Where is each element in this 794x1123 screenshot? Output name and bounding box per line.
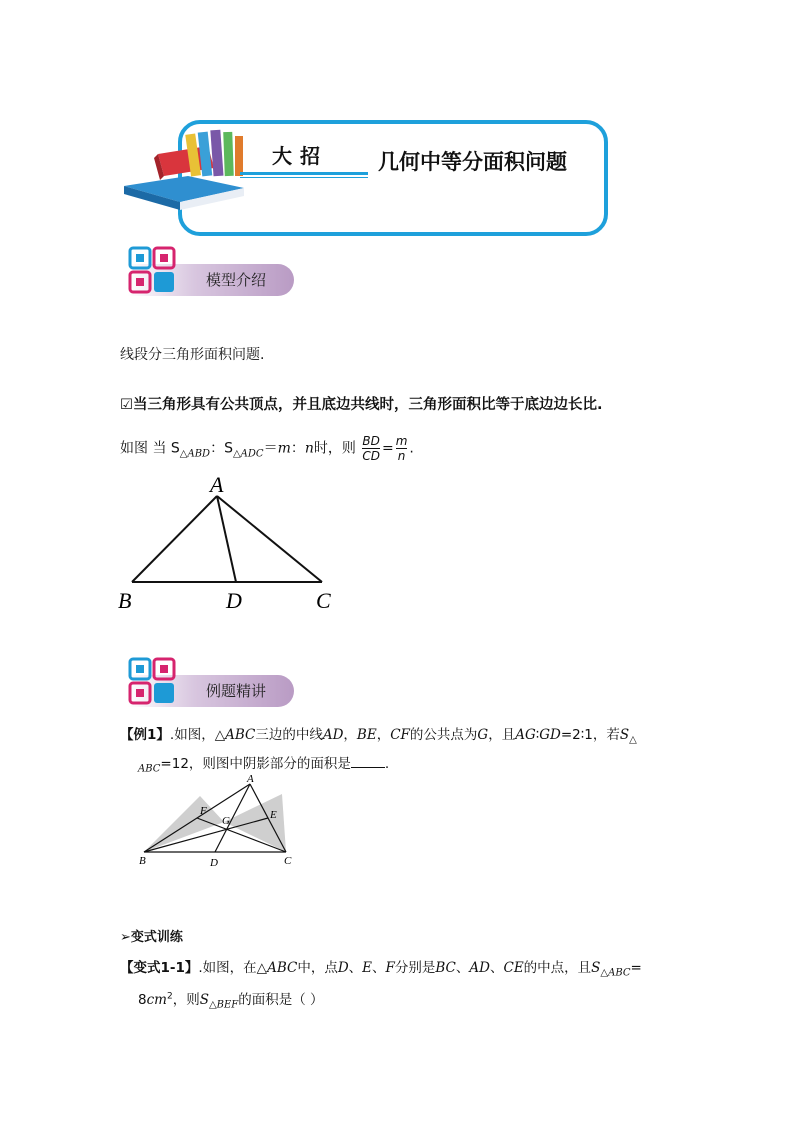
var-g: G: [477, 727, 489, 743]
variant-text: 分别是: [394, 960, 436, 976]
variant-heading: [120, 926, 183, 945]
page-title: 几何中等分面积问题: [378, 150, 567, 174]
grid-squares-icon: [128, 657, 178, 707]
triangle-figure-2: [130, 772, 310, 872]
edge-ab: [132, 496, 217, 582]
shaded-region-right: [224, 794, 286, 852]
label-g: G: [222, 815, 230, 827]
example1-text: ，且: [488, 727, 516, 743]
var-ad: AD: [469, 960, 490, 976]
answer-blank[interactable]: [351, 755, 385, 768]
variant-text: 的中点，且: [523, 960, 592, 976]
header-tag: 大招: [272, 144, 328, 168]
example-formula: [120, 434, 414, 463]
formula-period: .: [409, 440, 414, 457]
var-ad: AD: [322, 727, 344, 743]
comma: ，: [343, 727, 357, 743]
example1-text: =2∶1，若: [560, 727, 620, 743]
label-b: B: [118, 588, 132, 613]
example1-tag: 【例1】: [120, 727, 170, 743]
var-f: F: [385, 960, 395, 976]
period: .: [384, 756, 390, 772]
example1-line1: [120, 723, 637, 746]
fraction2-den: n: [397, 449, 406, 463]
books-icon: [118, 124, 253, 214]
separator: 、: [348, 960, 363, 976]
area-unit: cm: [146, 992, 167, 1008]
var-ag: AG: [515, 727, 536, 743]
checkbox-icon: ☑: [120, 397, 133, 413]
header-underline: [240, 172, 368, 175]
var-e: E: [362, 960, 373, 976]
variant-text: 中，点: [297, 960, 338, 976]
area-value: 8: [138, 992, 147, 1008]
var-d: D: [337, 960, 349, 976]
equals: =: [630, 960, 642, 976]
variant-text: .如图，在△: [198, 960, 268, 976]
sub-bef: △BEF: [208, 999, 239, 1011]
label-a: A: [247, 773, 254, 785]
formula-ratio: ：: [290, 440, 305, 457]
label-a: A: [210, 472, 224, 497]
separator: 、: [372, 960, 386, 976]
example1-text: =12，则图中阴影部分的面积是: [160, 756, 351, 772]
separator: 、: [489, 960, 504, 976]
formula-equals: ＝: [263, 440, 278, 457]
variant-text: ，则: [172, 992, 200, 1008]
header-underline-thin: [240, 177, 368, 178]
sub-abc: △ABC: [600, 967, 631, 979]
fraction2-num: m: [395, 434, 408, 448]
formula-prefix: 如图 当 S: [120, 440, 180, 457]
var-abc: ABC: [225, 727, 256, 743]
formula-equals2: =: [381, 440, 394, 457]
label-c: C: [284, 855, 292, 867]
intro-line: 线段分三角形面积问题.: [120, 347, 265, 363]
variant-heading-label: 变式训练: [130, 930, 183, 945]
var-bc: BC: [435, 960, 456, 976]
variant-text: 的面积是（ ）: [238, 992, 324, 1008]
example1-text: 的公共点为: [409, 727, 478, 743]
fraction-bd-cd: [362, 434, 380, 463]
label-b: B: [139, 855, 146, 867]
fraction-m-n: [396, 434, 408, 463]
variant-tag: 【变式1-1】: [120, 960, 199, 976]
label-e: E: [270, 809, 277, 821]
var-cf: CF: [390, 727, 410, 743]
rule-text: 当三角形具有公共顶点，并且底边共线时，三角形面积比等于底边边长比.: [133, 397, 603, 413]
example1-text: 三边的中线: [255, 727, 323, 743]
triangle-figure-1: [110, 470, 350, 620]
formula-colon: ：S: [210, 440, 233, 457]
section-heading-label: 例题精讲: [206, 682, 267, 700]
colon: ∶: [535, 727, 540, 743]
section-heading-label: 模型介绍: [206, 271, 267, 289]
comma: ，: [376, 727, 391, 743]
var-s: S: [199, 992, 209, 1008]
grid-squares-icon: [128, 246, 178, 296]
separator: 、: [455, 960, 470, 976]
fraction-num: BD: [362, 434, 380, 448]
example1-text: .如图，△: [169, 727, 226, 743]
var-s: S: [619, 727, 630, 743]
label-f: F: [200, 805, 207, 817]
label-d: D: [210, 857, 218, 869]
rule-statement: [120, 393, 603, 414]
formula-n: n: [304, 440, 314, 457]
formula-when-then: 时，则: [313, 440, 356, 457]
var-abc: ABC: [267, 960, 298, 976]
var-ce: CE: [503, 960, 524, 976]
fraction-den: CD: [362, 449, 380, 463]
sub-abc: ABC: [138, 763, 161, 775]
label-d: D: [226, 588, 242, 613]
sub-triangle: △: [629, 734, 637, 746]
formula-sub-adc: △ADC: [232, 448, 264, 460]
var-be: BE: [356, 727, 377, 743]
formula-sub-abd: △ABD: [179, 448, 211, 460]
variant-line2: [138, 988, 324, 1011]
var-gd: GD: [539, 727, 561, 743]
unit-exponent: 2: [166, 991, 173, 1002]
arrow-icon: ➢: [120, 930, 131, 945]
var-s: S: [591, 960, 601, 976]
variant-line1: [120, 956, 642, 979]
label-c: C: [316, 588, 331, 613]
formula-m: m: [277, 440, 291, 457]
